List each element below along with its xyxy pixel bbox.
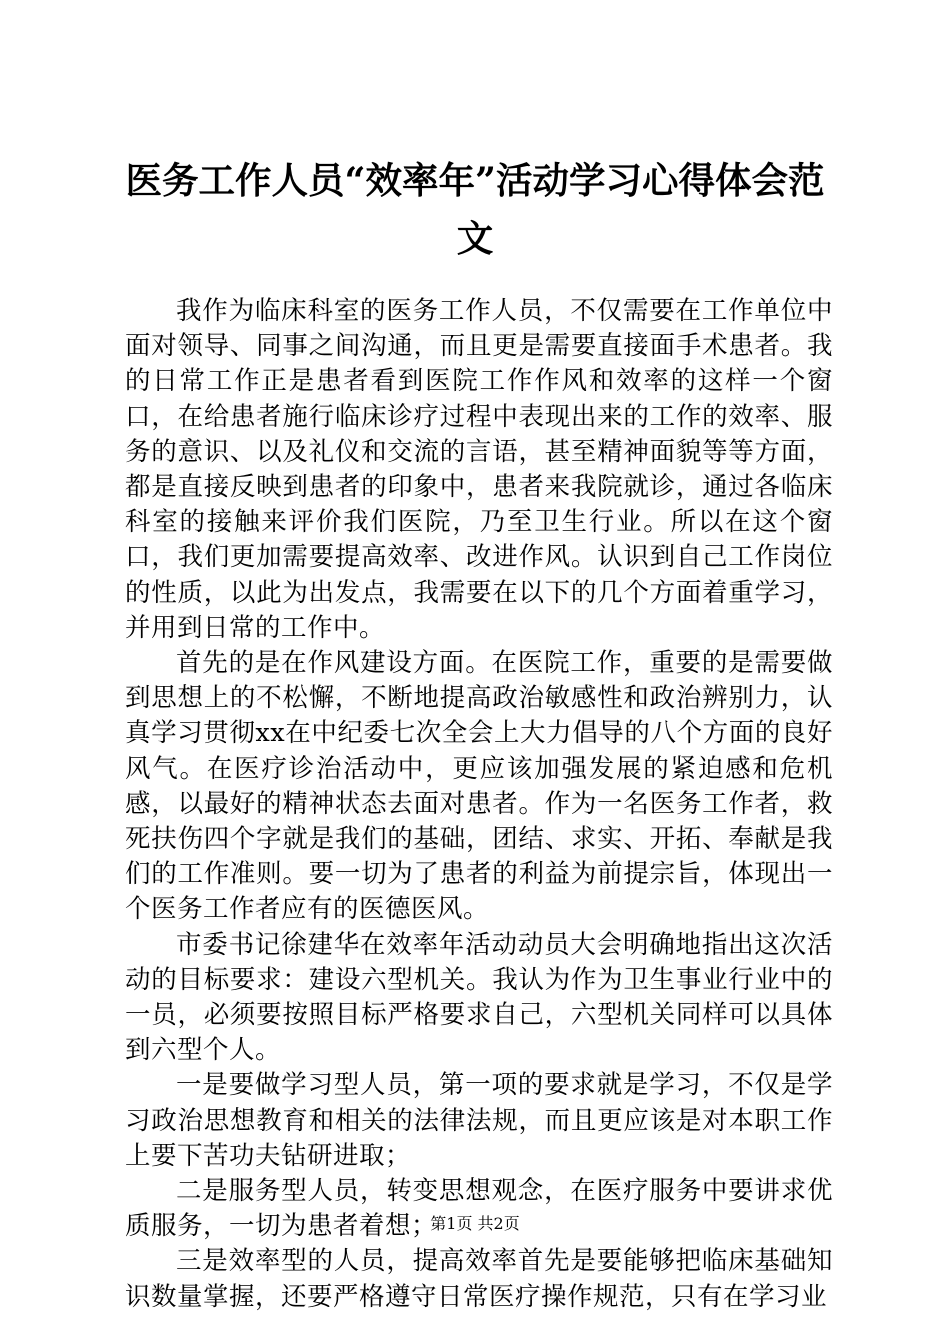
page-number-footer: 第1页 共2页 [430, 1214, 520, 1233]
document-body [125, 294, 833, 1315]
paragraph: 三是效率型的人员，提高效率首先是要能够把临床基础知识数量掌握，还要严格遵守日常医疗操作规范，只有在学习业 [125, 1246, 833, 1312]
paragraph: 我作为临床科室的医务工作人员，不仅需要在工作单位中面对领导、同事之间沟通，而且更是需要直接面手术患者。我的日常工作正是患者看到医院工作作风和效率的这样一个窗口，在给患者施行临床诊疗过程中表现出来的工作的效率、服务的意识、以及礼仪和交流的言语，甚至精神面貌等等方面，都是直接反映到患者的印象中，患者来我院就诊，通过各临床科室的接触来评价我们医院，乃至卫生行业。所以在这个窗口，我们更加需要提高效率、改进作风。认识到自己工作岗位的性质，以此为出发点，我需要在以下的几个方面着重学习，并用到日常的工作中。 [125, 296, 833, 643]
paragraph: 二是服务型人员，转变思想观念，在医疗服务中要讲求优质服务，一切为患者着想； [125, 1176, 833, 1242]
document-title: 医务工作人员“效率年”活动学习心得体会范文 [125, 159, 825, 260]
paragraph: 市委书记徐建华在效率年活动动员大会明确地指出这次活动的目标要求：建设六型机关。我认为作为卫生事业行业中的一员，必须要按照目标严格要求自己，六型机关同样可以具体到六型个人。 [125, 929, 833, 1066]
paragraph: 首先的是在作风建设方面。在医院工作，重要的是需要做到思想上的不松懈，不断地提高政治敏感性和政治辨别力，认真学习贯彻xx在中纪委七次全会上大力倡导的八个方面的良好风气。在医疗诊治活动中，更应该加强发展的紧迫感和危机感，以最好的精神状态去面对患者。作为一名医务工作者，救死扶伤四个字就是我们的基础，团结、求实、开拓、奉献是我们的工作准则。要一切为了患者的利益为前提宗旨，体现出一个医务工作者应有的医德医风。 [125, 648, 833, 925]
paragraph: 一是要做学习型人员，第一项的要求就是学习，不仅是学习政治思想教育和相关的法律法规，而且更应该是对本职工作上要下苦功夫钻研进取； [125, 1070, 833, 1171]
